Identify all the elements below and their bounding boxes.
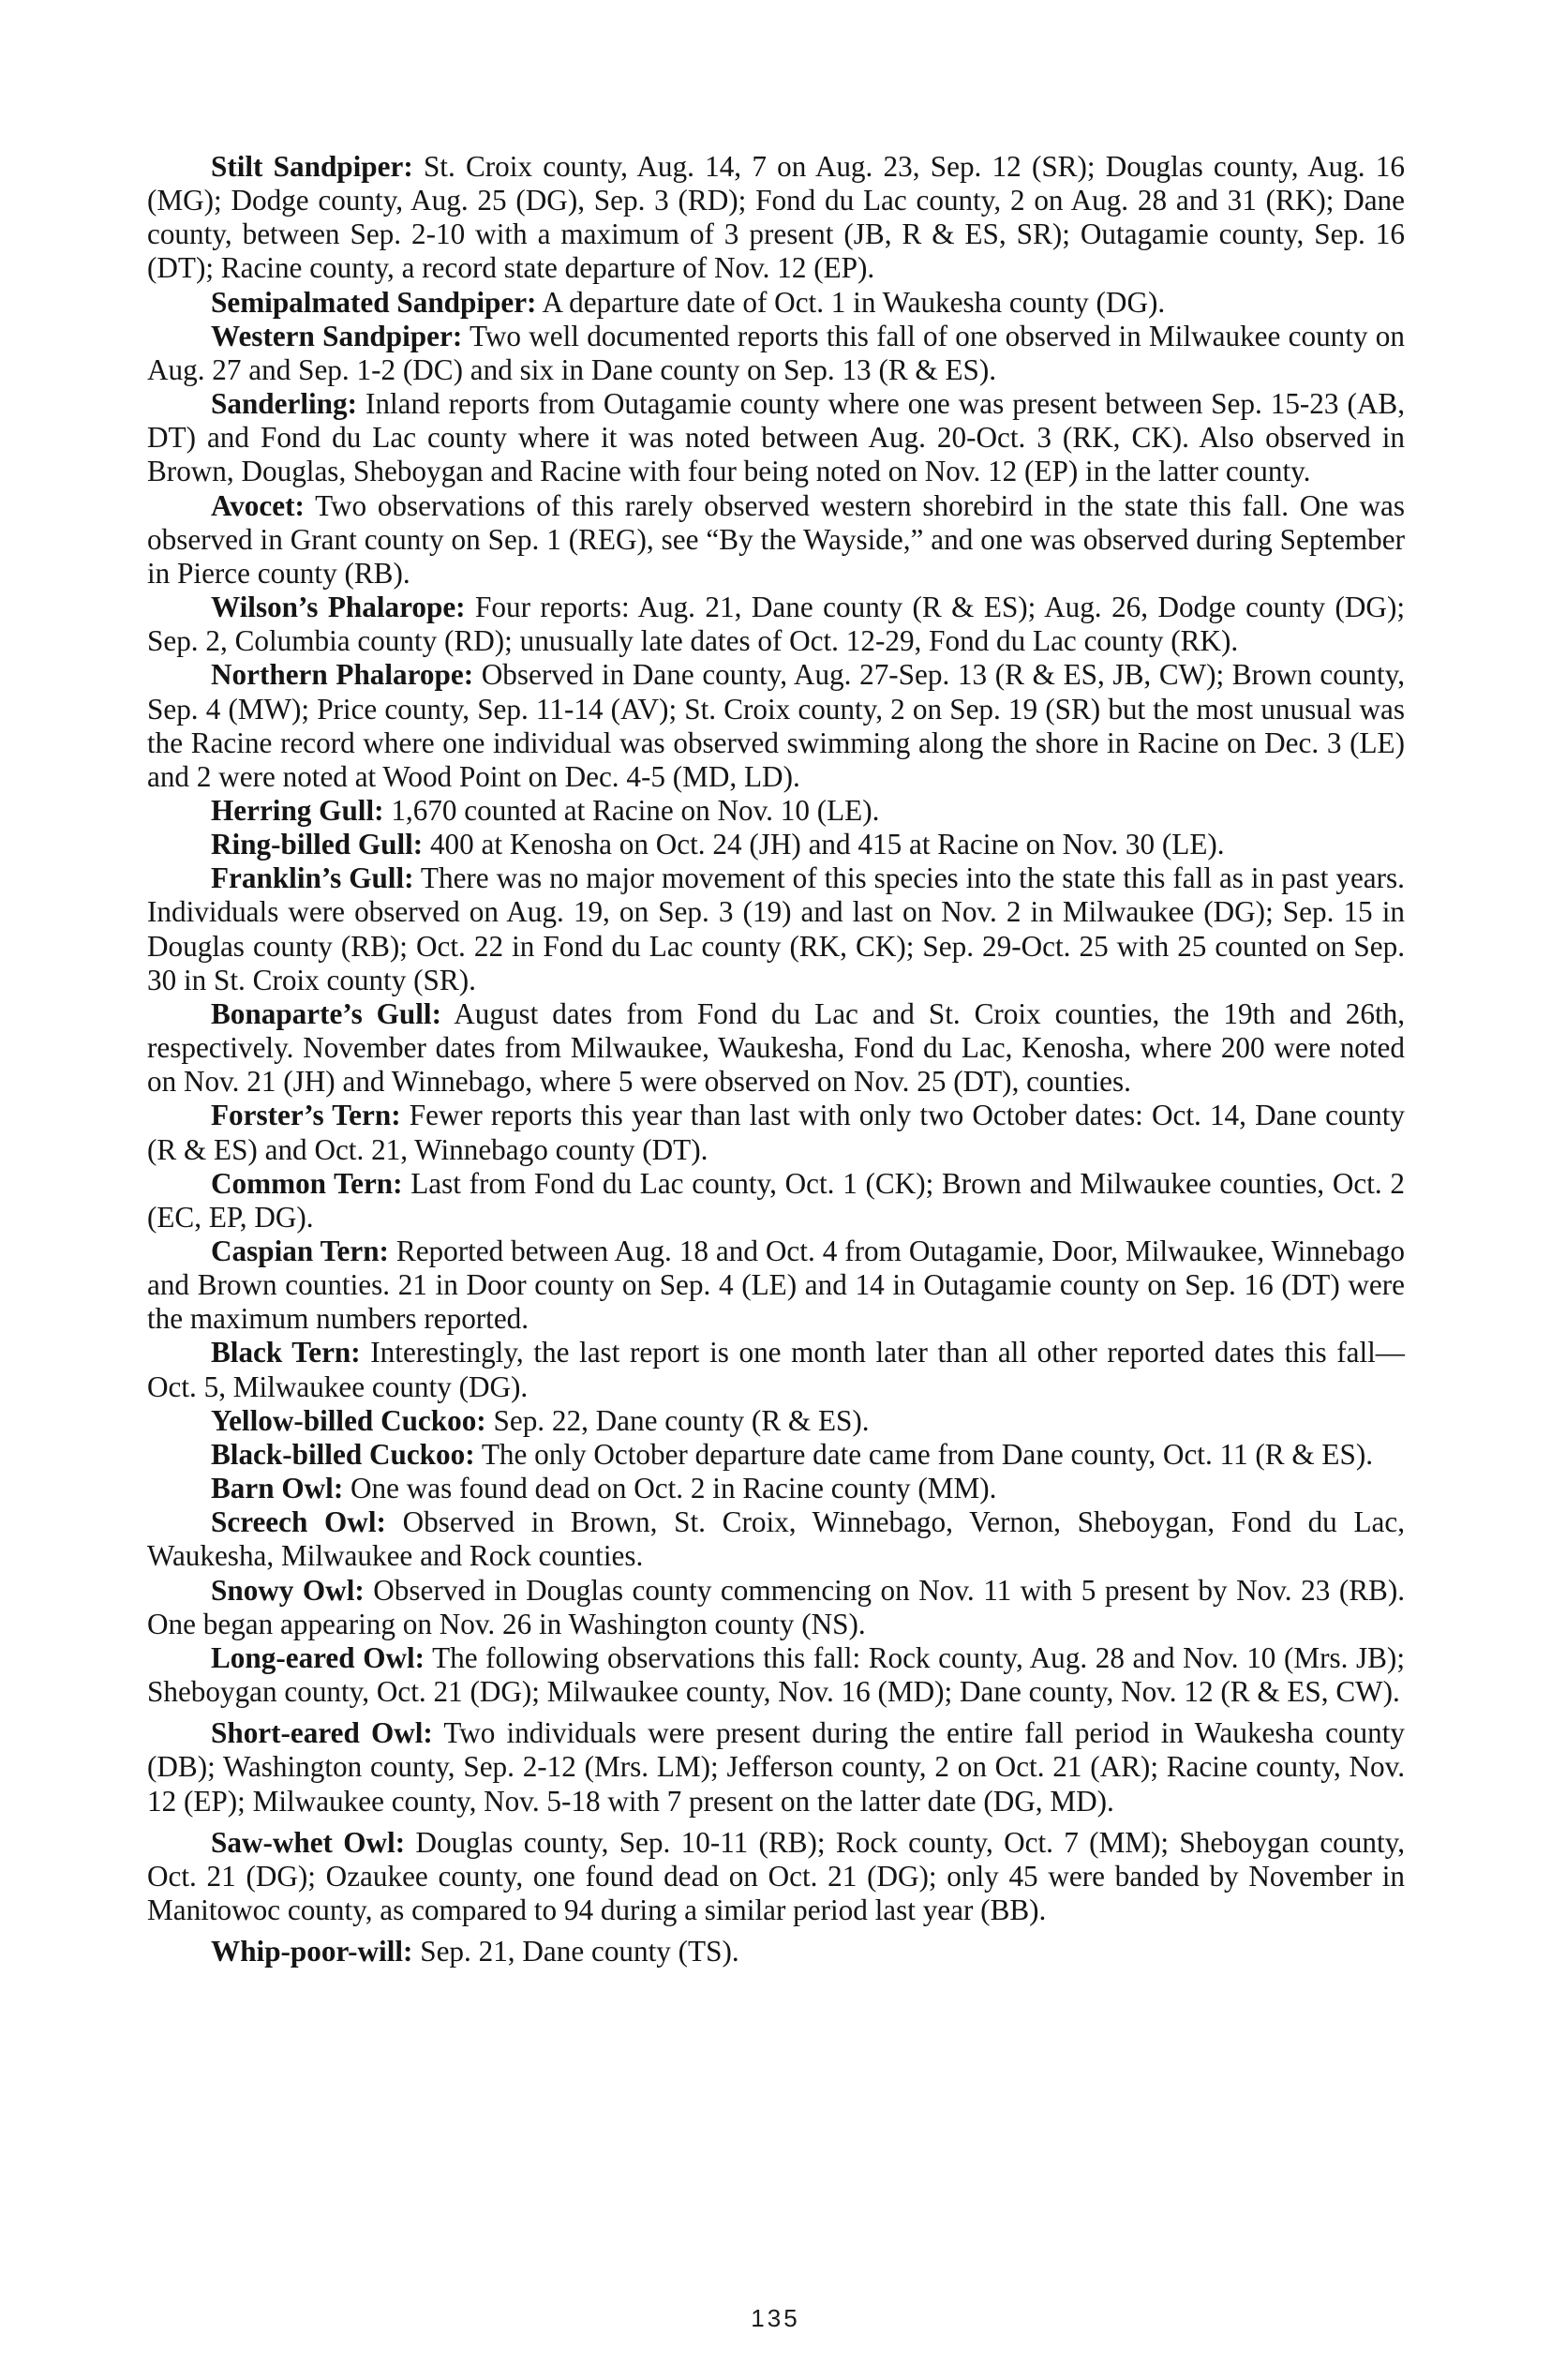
species-entry (147, 1935, 1405, 1968)
species-entry (147, 1099, 1405, 1166)
species-observations: One was found dead on Oct. 2 in Racine county (MM). (343, 1472, 997, 1505)
species-entry (147, 861, 1405, 997)
species-entry (147, 286, 1405, 320)
species-entry (147, 1716, 1405, 1818)
species-entry (147, 1472, 1405, 1505)
species-observations: Inland reports from Outagamie county where one was present between Sep. 15-23 (AB, DT) and Fond du Lac county where it was noted between Aug. 20-Oct. 3 (RK, CK). Also observed in Brown, Douglas, Sheboygan and Racine with four being noted on Nov. 12 (EP) in the latter county. (147, 387, 1405, 488)
species-name: Wilson’s Phalarope: (211, 591, 466, 624)
species-entry (147, 997, 1405, 1099)
species-observations: The only October departure date came from Dane county, Oct. 11 (R & ES). (474, 1437, 1373, 1471)
species-name: Franklin’s Gull: (211, 861, 414, 895)
species-entry (147, 1505, 1405, 1573)
species-observations: Observed in Douglas county commencing on Nov. 11 with 5 present by Nov. 23 (RB). One began appearing on Nov. 26 in Washington county (NS). (147, 1573, 1405, 1640)
species-entry (147, 658, 1405, 794)
species-observations: A departure date of Oct. 1 in Waukesha county (DG). (536, 285, 1166, 319)
species-observations: Two observations of this rarely observed western shorebird in the state this fall. One was observed in Grant county on Sep. 1 (REG), see “By the Wayside,” and one was observed during September in Pierce county (RB). (147, 488, 1405, 590)
species-observations: Douglas county, Sep. 10-11 (RB); Rock county, Oct. 7 (MM); Sheboygan county, Oct. 21 (DG); Ozaukee county, one found dead on Oct. 21 (DG); only 45 were banded by November in Manitowoc county, as compared to 94 during a similar period last year (BB). (147, 1825, 1405, 1926)
species-observations: Two individuals were present during the entire fall period in Waukesha county (DB); Washington county, Sep. 2-12 (Mrs. LM); Jefferson county, 2 on Oct. 21 (AR); Racine county, Nov. 12 (EP); Milwaukee county, Nov. 5-18 with 7 present on the latter date (DG, MD). (147, 1716, 1405, 1818)
species-name: Semipalmated Sandpiper: (211, 285, 537, 319)
species-name: Bonaparte’s Gull: (211, 996, 441, 1030)
species-observations: Sep. 22, Dane county (R & ES). (485, 1403, 870, 1437)
species-observations: Interestingly, the last report is one month later than all other reported dates this fall—Oct. 5, Milwaukee county (DG). (147, 1336, 1405, 1403)
species-name: Caspian Tern: (211, 1235, 389, 1267)
species-name: Northern Phalarope: (211, 658, 474, 692)
species-observations: Sep. 21, Dane county (TS). (412, 1935, 739, 1968)
species-name: Forster’s Tern: (211, 1099, 401, 1132)
species-observations: Observed in Dane county, Aug. 27-Sep. 13 (R & ES, JB, CW); Brown county, Sep. 4 (MW); Price county, Sep. 11-14 (AV); St. Croix county, 2 on Sep. 19 (SR) but the most unusual was the Racine record where one individual was observed swimming along the shore in Racine on Dec. 3 (LE) and 2 were noted at Wood Point on Dec. 4-5 (MD, LD). (147, 658, 1406, 793)
species-name: Herring Gull: (211, 793, 384, 827)
species-name: Black Tern: (211, 1336, 361, 1370)
species-observations: Fewer reports this year than last with only two October dates: Oct. 14, Dane county (R & ES) and Oct. 21, Winnebago county (DT). (147, 1099, 1405, 1166)
article-text (147, 150, 1405, 1968)
species-name: Yellow-billed Cuckoo: (211, 1403, 486, 1437)
species-entry (147, 1574, 1405, 1641)
species-observations: Four reports: Aug. 21, Dane county (R & ES); Aug. 26, Dodge county (DG); Sep. 2, Columbia county (RD); unusually late dates of Oct. 12-29, Fond du Lac county (RK). (147, 591, 1405, 658)
species-observations: August dates from Fond du Lac and St. Croix counties, the 19th and 26th, respectively. November dates from Milwaukee, Waukesha, Fond du Lac, Kenosha, where 200 were noted on Nov. 21 (JH) and Winnebago, where 5 were observed on Nov. 25 (DT), counties. (147, 996, 1405, 1099)
species-observations: There was no major movement of this species into the state this fall as in past years. Individuals were observed on Aug. 19, on Sep. 3 (19) and last on Nov. 2 in Milwaukee (DG); Sep. 15 in Douglas county (RB); Oct. 22 in Fond du Lac county (RK, CK); Sep. 29-Oct. 25 with 25 counted on Sep. 30 in St. Croix county (SR). (147, 861, 1405, 996)
species-entry (147, 1826, 1405, 1927)
species-entry (147, 320, 1405, 387)
species-name: Black-billed Cuckoo: (211, 1437, 475, 1471)
species-entry (147, 828, 1405, 861)
species-observations: Last from Fond du Lac county, Oct. 1 (CK); Brown and Milwaukee counties, Oct. 2 (EC, EP, DG). (147, 1166, 1405, 1234)
species-observations: Observed in Brown, St. Croix, Winnebago, Vernon, Sheboygan, Fond du Lac, Waukesha, Milwaukee and Rock counties. (147, 1505, 1405, 1573)
species-entry (147, 489, 1405, 591)
species-name: Sanderling: (211, 387, 357, 421)
species-observations: St. Croix county, Aug. 14, 7 on Aug. 23, Sep. 12 (SR); Douglas county, Aug. 16 (MG); Dodge county, Aug. 25 (DG), Sep. 3 (RD); Fond du Lac county, 2 on Aug. 28 and 31 (RK); Dane county, between Sep. 2-10 with a maximum of 3 present (JB, R & ES, SR); Outagamie county, Sep. 16 (DT); Racine county, a record state departure of Nov. 12 (EP). (147, 150, 1405, 285)
species-entry (147, 1641, 1405, 1709)
species-name: Screech Owl: (211, 1505, 386, 1539)
species-observations: 400 at Kenosha on Oct. 24 (JH) and 415 at Racine on Nov. 30 (LE). (423, 828, 1225, 861)
species-observations: Two well documented reports this fall of one observed in Milwaukee county on Aug. 27 and Sep. 1-2 (DC) and six in Dane county on Sep. 13 (R & ES). (147, 319, 1405, 386)
species-name: Ring-billed Gull: (211, 828, 424, 861)
species-entry (147, 387, 1405, 488)
species-entry (147, 150, 1405, 286)
species-name: Snowy Owl: (211, 1573, 365, 1607)
species-entry (147, 1438, 1405, 1472)
species-name: Short-eared Owl: (211, 1716, 433, 1750)
species-name: Long-eared Owl: (211, 1640, 425, 1674)
species-entry (147, 1235, 1405, 1336)
species-name: Avocet: (211, 488, 305, 522)
species-entry (147, 1336, 1405, 1403)
species-observations: 1,670 counted at Racine on Nov. 10 (LE). (383, 793, 880, 827)
species-observations: The following observations this fall: Rock county, Aug. 28 and Nov. 10 (Mrs. JB); Sheboygan county, Oct. 21 (DG); Milwaukee county, Nov. 16 (MD); Dane county, Nov. 12 (R & ES, CW). (147, 1640, 1405, 1709)
species-entry (147, 1404, 1405, 1438)
species-entry (147, 794, 1405, 828)
species-name: Barn Owl: (211, 1472, 344, 1505)
species-name: Common Tern: (211, 1166, 403, 1200)
species-name: Saw-whet Owl: (211, 1825, 406, 1859)
species-observations: Reported between Aug. 18 and Oct. 4 from Outagamie, Door, Milwaukee, Winnebago and Brown counties. 21 in Door county on Sep. 4 (LE) and 14 in Outagamie county on Sep. 16 (DT) were the maximum numbers reported. (147, 1235, 1405, 1336)
species-name: Whip-poor-will: (211, 1935, 413, 1968)
species-name: Western Sandpiper: (211, 319, 463, 352)
page-number: 135 (751, 2304, 800, 2332)
species-name: Stilt Sandpiper: (211, 150, 413, 183)
species-entry (147, 591, 1405, 658)
species-entry (147, 1167, 1405, 1235)
